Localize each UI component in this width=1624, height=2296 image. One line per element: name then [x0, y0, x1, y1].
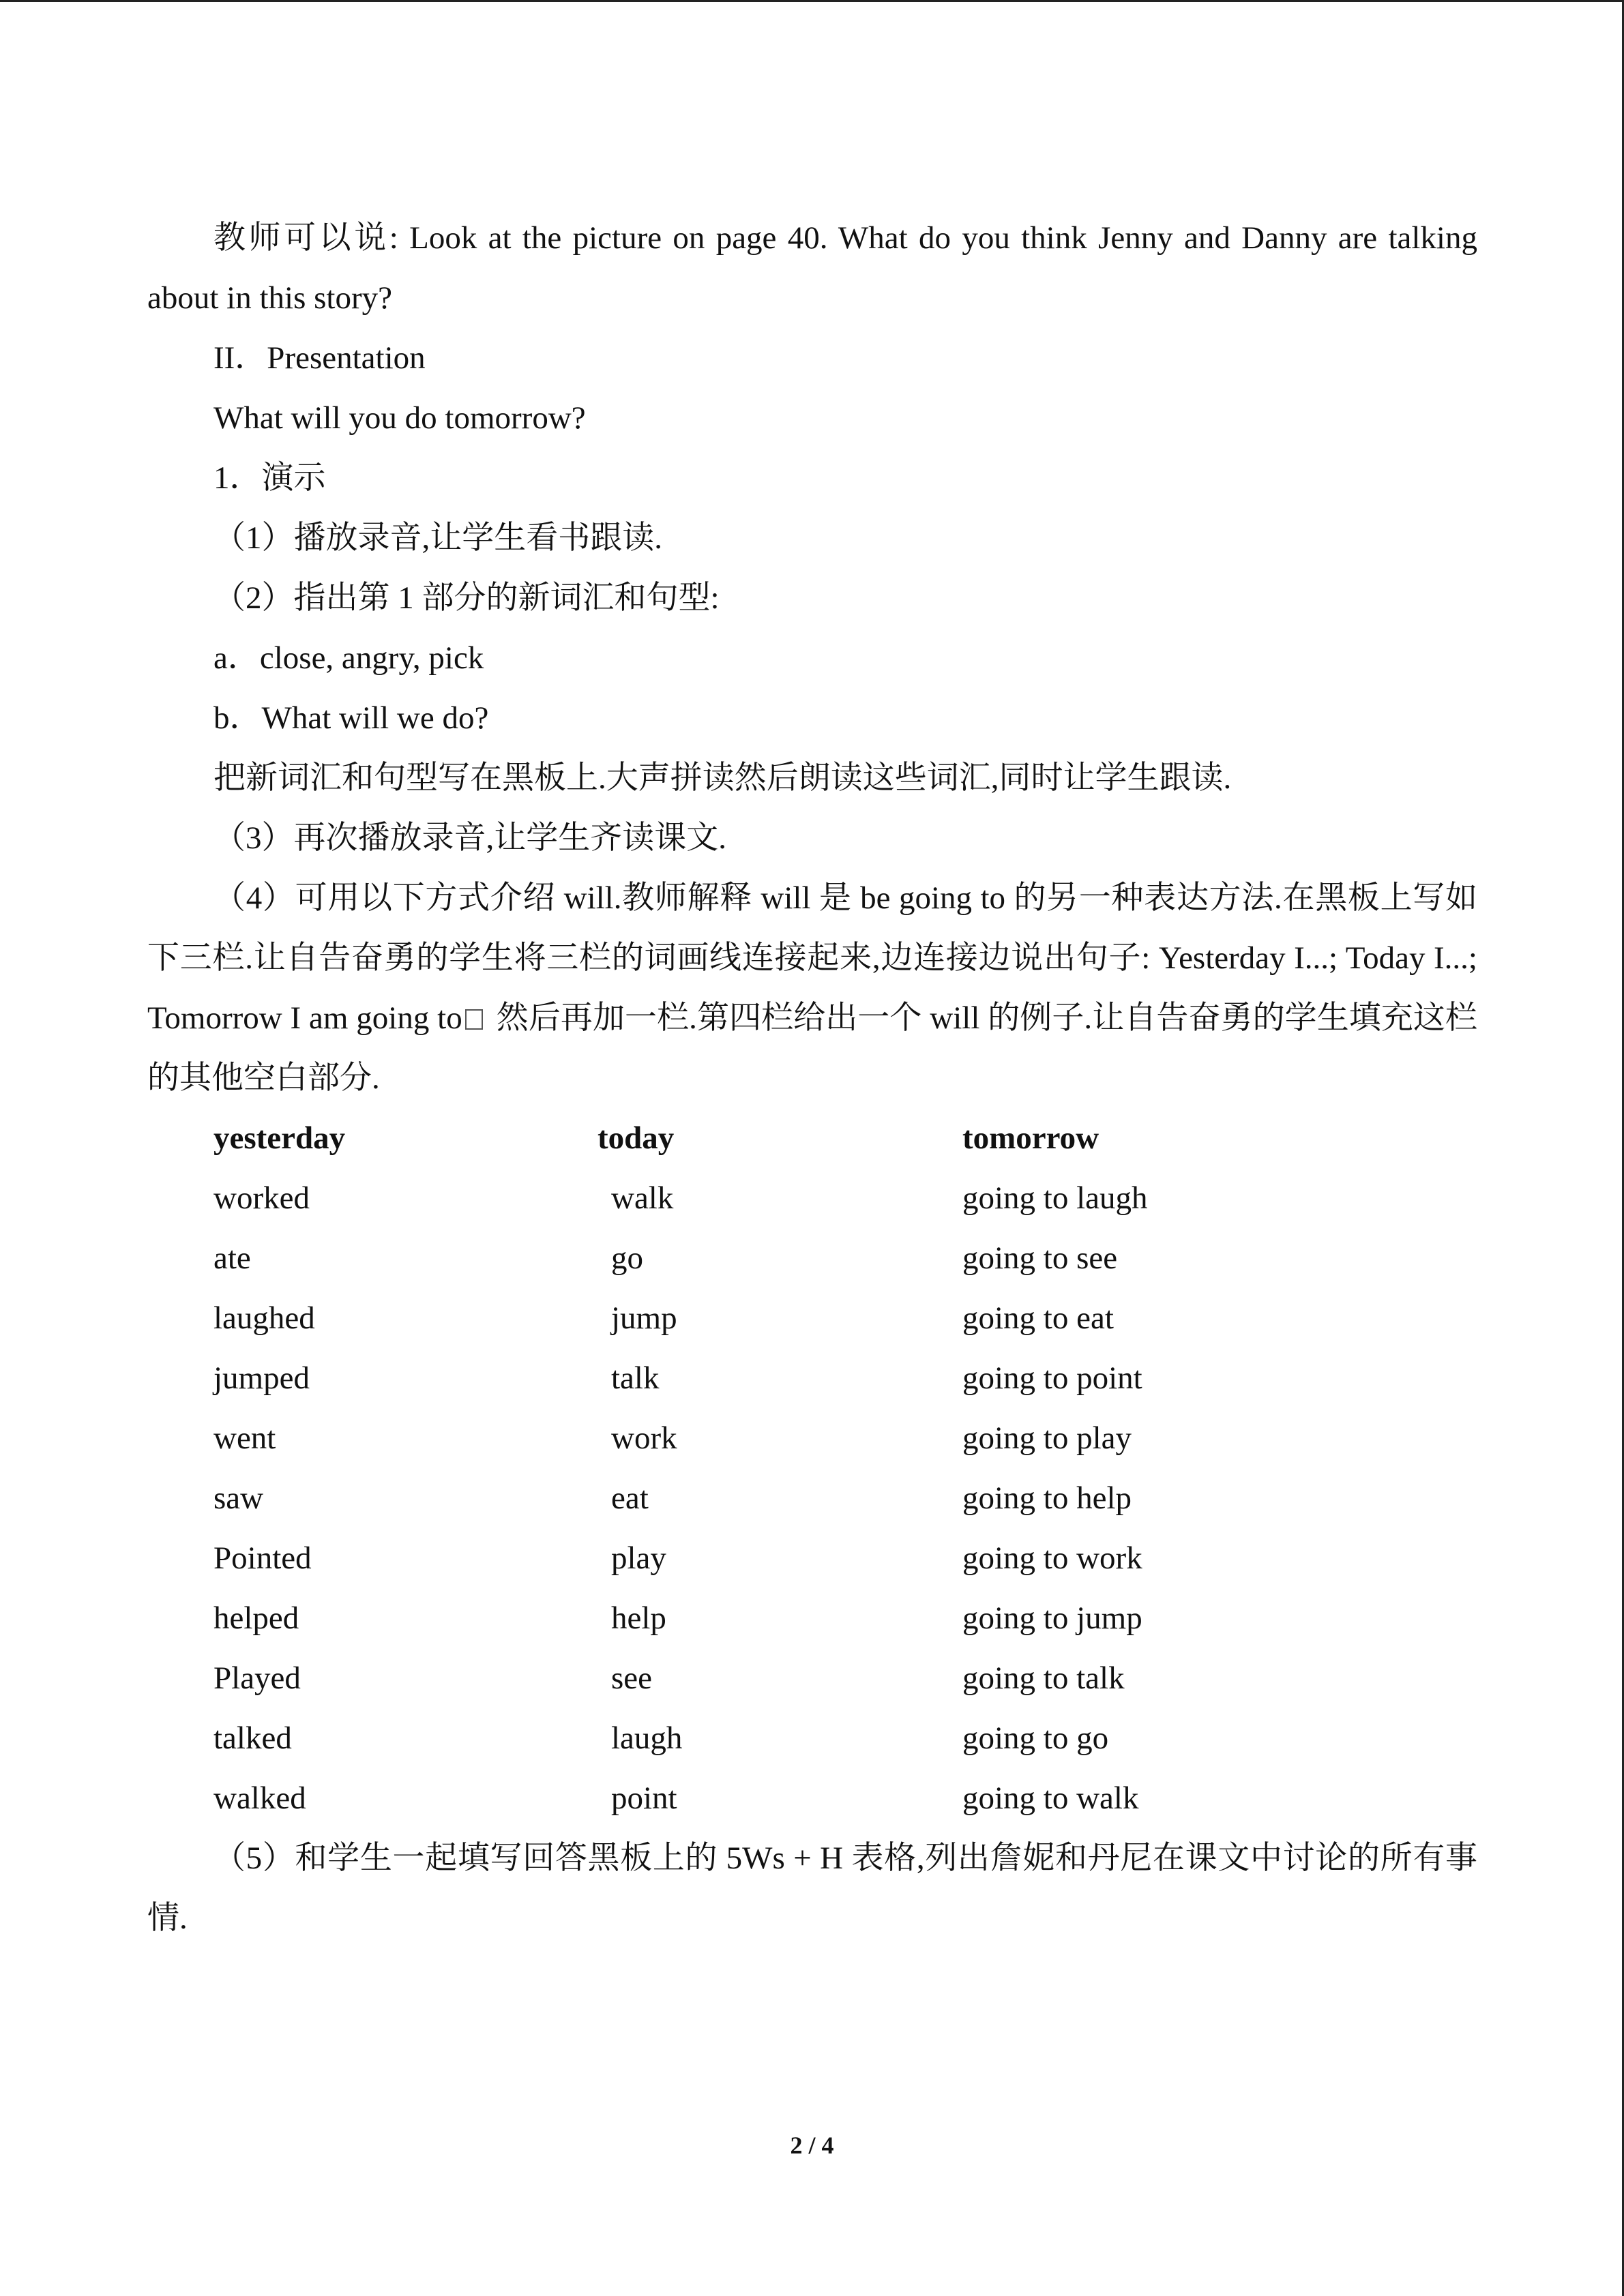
cell-today: walk — [611, 1180, 674, 1216]
cell-tomorrow: going to see — [962, 1240, 1118, 1276]
header-yesterday: yesterday — [213, 1120, 346, 1156]
table-row — [213, 1228, 1440, 1288]
document-body — [147, 208, 1477, 1948]
section-heading: II．Presentation — [213, 340, 426, 376]
step-1-item-1: （1）播放录音,让学生看书跟读. — [213, 520, 662, 556]
tense-table — [213, 1108, 1440, 1828]
cell-yesterday: jumped — [213, 1360, 310, 1396]
cell-yesterday: talked — [213, 1720, 292, 1756]
table-row — [213, 1348, 1440, 1408]
step-1-item-2: （2）指出第 1 部分的新词汇和句型: — [213, 580, 720, 616]
cell-yesterday: worked — [213, 1180, 310, 1216]
cell-yesterday: went — [213, 1420, 276, 1456]
table-row — [213, 1168, 1440, 1228]
cell-today: help — [611, 1600, 666, 1636]
step-1-item-4-text-b: 然后再加一栏.第四栏给出一个 will 的例子.让自告奋勇的学生填充这栏的其他空白部分. — [147, 1000, 1477, 1096]
cell-today: eat — [611, 1480, 649, 1516]
blackboard-instruction: 把新词汇和句型写在黑板上.大声拼读然后朗读这些词汇,同时让学生跟读. — [213, 760, 1232, 796]
cell-yesterday: Pointed — [213, 1540, 312, 1576]
step-1-item-4 — [147, 868, 1477, 1108]
table-row — [213, 1528, 1440, 1588]
cell-yesterday: Played — [213, 1660, 301, 1696]
intro-paragraph: 教师可以说: Look at the picture on page 40. What do you think Jenny and Danny are talking about in this story? — [147, 220, 1477, 316]
cell-yesterday: helped — [213, 1600, 299, 1636]
step-1-heading: 1．演示 — [213, 460, 326, 496]
table-row — [213, 1768, 1440, 1828]
header-tomorrow: tomorrow — [962, 1120, 1099, 1156]
cell-yesterday: walked — [213, 1780, 306, 1816]
cell-today: jump — [611, 1300, 677, 1336]
page-top-border — [0, 0, 1624, 2]
page-number: 2 / 4 — [790, 2132, 834, 2159]
cell-tomorrow: going to talk — [962, 1660, 1125, 1696]
cell-today: go — [611, 1240, 643, 1276]
table-header-row — [213, 1108, 1440, 1168]
question-line: What will you do tomorrow? — [213, 400, 586, 436]
cell-tomorrow: going to point — [962, 1360, 1142, 1396]
header-today: today — [597, 1120, 675, 1156]
cell-tomorrow: going to eat — [962, 1300, 1114, 1336]
cell-tomorrow: going to work — [962, 1540, 1142, 1576]
cell-tomorrow: going to walk — [962, 1780, 1139, 1816]
step-1-item-5: （5）和学生一起填写回答黑板上的 5Ws + H 表格,列出詹妮和丹尼在课文中讨论的所有事情. — [147, 1840, 1477, 1936]
cell-today: play — [611, 1540, 666, 1576]
table-row — [213, 1468, 1440, 1528]
vocab-line-b: b．What will we do? — [213, 700, 489, 736]
cell-today: laugh — [611, 1720, 683, 1756]
step-1-item-4-text-a: （4）可用以下方式介绍 will.教师解释 will 是 be going to 的另一种表达方法.在黑板上写如下三栏.让自告奋勇的学生将三栏的词画线连接起来,边连接边说出句子: Yesterday I...; Today I...; Tomorrow I am going to — [147, 880, 1477, 1036]
cell-today: point — [611, 1780, 677, 1816]
cell-yesterday: saw — [213, 1480, 264, 1516]
cell-tomorrow: going to jump — [962, 1600, 1142, 1636]
table-row — [213, 1408, 1440, 1468]
cell-yesterday: ate — [213, 1240, 251, 1276]
table-row — [213, 1288, 1440, 1348]
missing-glyph-box-icon — [465, 1009, 483, 1030]
table-row — [213, 1648, 1440, 1708]
cell-tomorrow: going to laugh — [962, 1180, 1148, 1216]
vocab-line-a: a．close, angry, pick — [213, 640, 484, 676]
cell-tomorrow: going to play — [962, 1420, 1132, 1456]
table-row — [213, 1588, 1440, 1648]
cell-today: talk — [611, 1360, 660, 1396]
cell-today: see — [611, 1660, 653, 1696]
step-1-item-3: （3）再次播放录音,让学生齐读课文. — [213, 820, 726, 856]
cell-tomorrow: going to help — [962, 1480, 1132, 1516]
cell-tomorrow: going to go — [962, 1720, 1109, 1756]
cell-yesterday: laughed — [213, 1300, 315, 1336]
cell-today: work — [611, 1420, 677, 1456]
table-row — [213, 1708, 1440, 1768]
